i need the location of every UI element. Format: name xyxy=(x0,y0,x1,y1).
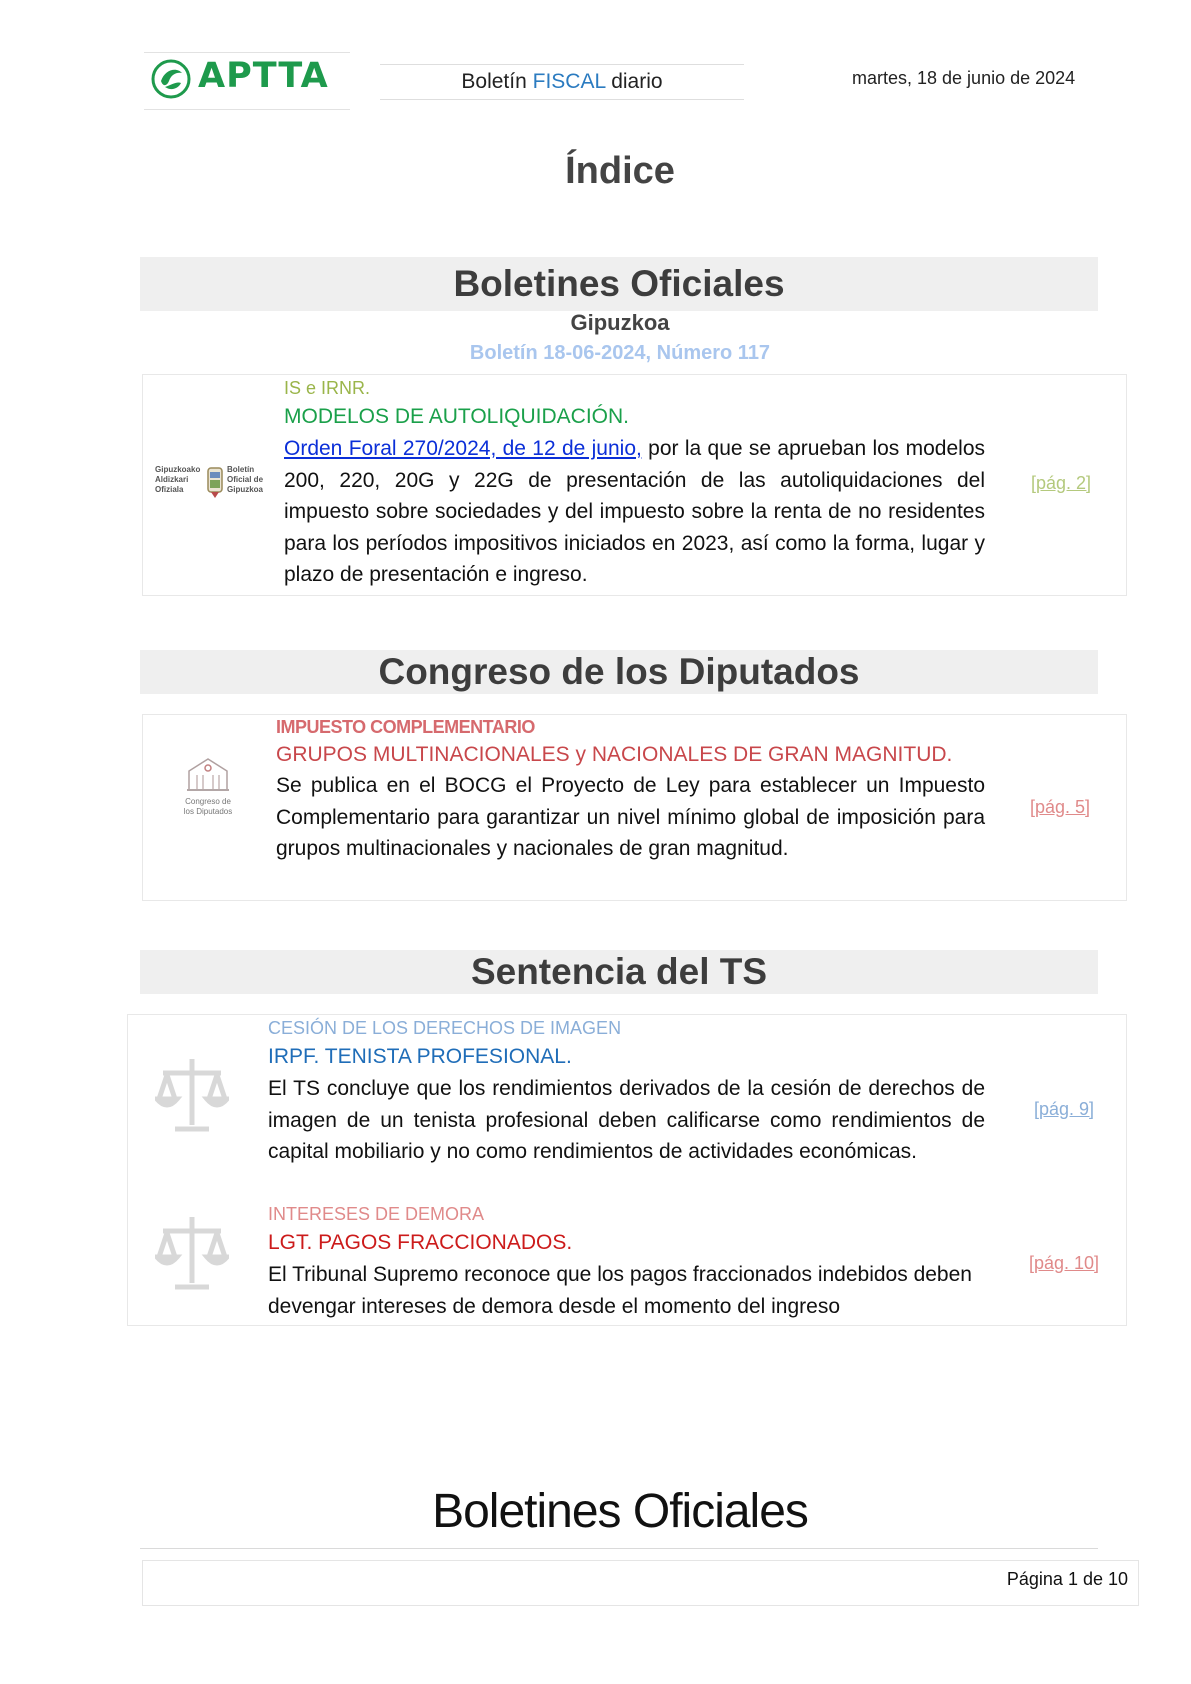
publication-date: martes, 18 de junio de 2024 xyxy=(852,68,1076,88)
bulletin-suffix: diario xyxy=(605,70,663,93)
aptta-emblem-icon xyxy=(151,59,191,99)
bog-logo-left: Gipuzkoako Aldizkari Ofiziala xyxy=(155,465,201,494)
next-section-title: Boletines Oficiales xyxy=(432,1485,808,1538)
sentencia-item-1 xyxy=(268,1015,985,1168)
sentencia-entries-card xyxy=(127,1014,1127,1326)
entry-tag: INTERESES DE DEMORA xyxy=(268,1204,485,1224)
bog-logo xyxy=(153,465,263,505)
page-number: Página 1 de 10 xyxy=(1006,1569,1128,1589)
coat-of-arms-icon xyxy=(205,465,225,499)
entry-body xyxy=(284,433,985,591)
footer-divider xyxy=(140,1548,1098,1549)
page-ref-link[interactable]: [pág. 10] xyxy=(1029,1253,1100,1273)
entry-body: El Tribunal Supremo reconoce que los pagos fraccionados indebidos deben devengar intereses de demora desde el momento del ingreso xyxy=(268,1263,972,1318)
section-title-boletines: Boletines Oficiales xyxy=(140,257,1098,311)
entry-body: El TS concluye que los rendimientos derivados de la cesión de derechos de imagen de un tenista profesional deben calificarse como rendimientos de capital mobiliario y no como rendimientos de actividades económicas. xyxy=(268,1077,985,1163)
bog-entry-card xyxy=(142,374,1127,596)
section-title-congreso: Congreso de los Diputados xyxy=(140,650,1098,694)
entry-subject: IRPF. TENISTA PROFESIONAL. xyxy=(268,1045,572,1068)
bog-logo-right: Boletín Oficial de Gipuzkoa xyxy=(227,465,264,494)
congreso-logo xyxy=(173,755,243,835)
index-title: Índice xyxy=(565,150,675,192)
scales-of-justice-icon xyxy=(155,1211,229,1297)
entry-body-text: por la que se aprueban los modelos 200, 220, 20G y 22G de presentación de las autoliquidaciones del impuesto sobre sociedades y del impuesto sobre la renta de no residentes para los períodos impositivos iniciados en 2023, así como la forma, lugar y plazo de presentación e ingreso. xyxy=(284,437,985,586)
page-ref-link[interactable]: [pág. 5] xyxy=(1030,797,1091,817)
entry-tag: CESIÓN DE LOS DERECHOS DE IMAGEN xyxy=(268,1018,622,1038)
bulletin-prefix: Boletín xyxy=(461,70,533,93)
page-footer xyxy=(142,1560,1139,1606)
scales-of-justice-icon xyxy=(155,1053,229,1139)
entry-body: Se publica en el BOCG el Proyecto de Ley para establecer un Impuesto Complementario para garantizar un nivel mínimo global de imposición para grupos multinacionales y nacionales de gran magnitud. xyxy=(276,774,985,860)
orden-foral-link[interactable]: Orden Foral 270/2024, de 12 de junio, xyxy=(284,437,642,460)
bulletin-name xyxy=(380,64,744,100)
region-title: Gipuzkoa xyxy=(570,310,670,335)
section-title-sentencia: Sentencia del TS xyxy=(140,950,1098,994)
entry-tag: IMPUESTO COMPLEMENTARIO xyxy=(276,717,535,737)
congreso-entry-card xyxy=(142,714,1127,901)
entry-subject: LGT. PAGOS FRACCIONADOS. xyxy=(268,1231,573,1254)
congreso-building-icon xyxy=(183,755,233,793)
page-ref-link[interactable]: [pág. 2] xyxy=(1031,473,1092,493)
entry-subject: GRUPOS MULTINACIONALES y NACIONALES DE GRAN MAGNITUD. xyxy=(276,743,953,766)
bulletin-issue: Boletín 18-06-2024, Número 117 xyxy=(469,342,771,364)
entry-subject: MODELOS DE AUTOLIQUIDACIÓN. xyxy=(284,405,630,428)
sentencia-item-2 xyxy=(268,1201,985,1322)
page-ref-link[interactable]: [pág. 9] xyxy=(1034,1099,1095,1119)
entry-tag: IS e IRNR. xyxy=(284,378,371,398)
logo-text: APTTA xyxy=(198,56,329,96)
congreso-logo-text: Congreso de los Diputados xyxy=(183,797,233,816)
aptta-logo xyxy=(144,52,350,110)
bulletin-fiscal: FISCAL xyxy=(532,70,606,93)
